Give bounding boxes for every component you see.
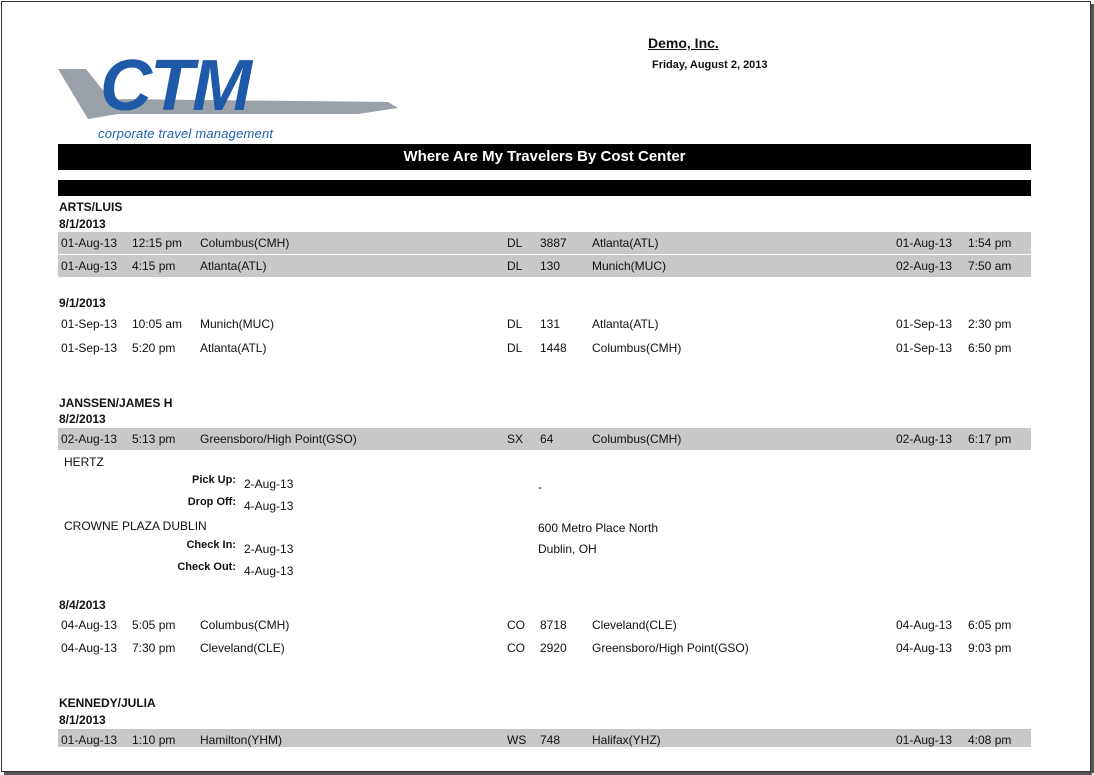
dep-time: 1:10 pm [132,733,176,747]
dep-date: 01-Sep-13 [61,317,118,331]
table-row [58,729,1031,747]
pickup-label: Pick Up: [191,474,236,486]
arr-date: 01-Aug-13 [896,733,953,747]
arr-time: 9:03 pm [968,641,1012,655]
arr-date: 04-Aug-13 [896,618,953,632]
arr-time: 6:17 pm [968,432,1012,446]
group-date: 9/1/2013 [59,296,106,310]
flight-number: 1448 [540,341,567,355]
destination: Columbus(CMH) [592,432,682,446]
checkout-label: Check Out: [177,561,236,573]
table-row [58,255,1031,277]
traveler-name: KENNEDY/JULIA [59,696,156,710]
dropoff-date: 4-Aug-13 [244,499,294,513]
destination: Atlanta(ATL) [592,236,659,250]
arr-date: 01-Sep-13 [896,341,953,355]
section-bar [58,180,1031,196]
table-row [58,637,1031,659]
dep-time: 5:20 pm [132,341,176,355]
airline: DL [507,259,523,273]
arr-date: 01-Aug-13 [896,236,953,250]
dep-time: 4:15 pm [132,259,176,273]
car-vendor: HERTZ [64,455,104,469]
traveler-name: ARTS/LUIS [59,200,123,214]
table-row [58,313,1031,335]
table-row [58,337,1031,359]
flight-number: 131 [540,317,561,331]
airline: SX [507,432,524,446]
origin: Cleveland(CLE) [200,641,285,655]
hotel-name: CROWNE PLAZA DUBLIN [64,519,207,533]
dep-time: 10:05 am [132,317,183,331]
report-title: Where Are My Travelers By Cost Center [58,144,1031,170]
arr-time: 6:05 pm [968,618,1012,632]
flight-number: 130 [540,259,561,273]
flight-number: 748 [540,733,561,747]
dep-date: 04-Aug-13 [61,618,118,632]
arr-date: 02-Aug-13 [896,259,953,273]
arr-time: 4:08 pm [968,733,1012,747]
table-row [58,614,1031,636]
destination: Halifax(YHZ) [592,733,661,747]
group-date: 8/2/2013 [59,412,106,426]
arr-time: 6:50 pm [968,341,1012,355]
flight-number: 2920 [540,641,567,655]
destination: Greensboro/High Point(GSO) [592,641,749,655]
airline: DL [507,341,523,355]
logo-tagline: corporate travel management [98,126,274,141]
dep-date: 04-Aug-13 [61,641,118,655]
arr-date: 01-Sep-13 [896,317,953,331]
dep-time: 5:13 pm [132,432,176,446]
airline: DL [507,317,523,331]
table-row [58,428,1031,450]
dep-time: 7:30 pm [132,641,176,655]
dep-date: 01-Aug-13 [61,236,118,250]
origin: Hamilton(YHM) [200,733,283,747]
dep-date: 01-Aug-13 [61,733,118,747]
report-date: Friday, August 2, 2013 [652,59,768,71]
group-date: 8/1/2013 [59,217,106,231]
dep-date: 02-Aug-13 [61,432,118,446]
arr-date: 02-Aug-13 [896,432,953,446]
dep-date: 01-Aug-13 [61,259,118,273]
arr-time: 1:54 pm [968,236,1012,250]
group-date: 8/4/2013 [59,598,106,612]
origin: Columbus(CMH) [200,618,290,632]
arr-time: 7:50 am [968,259,1012,273]
flight-number: 8718 [540,618,567,632]
checkin-label: Check In: [186,539,236,551]
pickup-date: 2-Aug-13 [244,477,294,491]
airline: WS [507,733,527,747]
flight-number: 3887 [540,236,567,250]
arr-date: 04-Aug-13 [896,641,953,655]
origin: Atlanta(ATL) [200,341,267,355]
dep-time: 5:05 pm [132,618,176,632]
hotel-address-line2: Dublin, OH [538,542,597,556]
destination: Atlanta(ATL) [592,317,659,331]
destination: Munich(MUC) [592,259,667,273]
logo-letters: CTM [100,46,250,126]
table-row [58,232,1031,254]
flight-number: 64 [540,432,554,446]
traveler-name: JANSSEN/JAMES H [59,396,173,410]
car-location: - [538,480,542,494]
airline: CO [507,641,525,655]
dropoff-label: Drop Off: [187,496,236,508]
checkin-date: 2-Aug-13 [244,542,294,556]
company-name: Demo, Inc. [648,35,719,51]
hotel-address-line1: 600 Metro Place North [538,521,659,535]
origin: Greensboro/High Point(GSO) [200,432,357,446]
airline: DL [507,236,523,250]
destination: Cleveland(CLE) [592,618,677,632]
origin: Munich(MUC) [200,317,275,331]
arr-time: 2:30 pm [968,317,1012,331]
origin: Columbus(CMH) [200,236,290,250]
checkout-date: 4-Aug-13 [244,564,294,578]
group-date: 8/1/2013 [59,713,106,727]
dep-date: 01-Sep-13 [61,341,118,355]
dep-time: 12:15 pm [132,236,183,250]
destination: Columbus(CMH) [592,341,682,355]
origin: Atlanta(ATL) [200,259,267,273]
airline: CO [507,618,525,632]
